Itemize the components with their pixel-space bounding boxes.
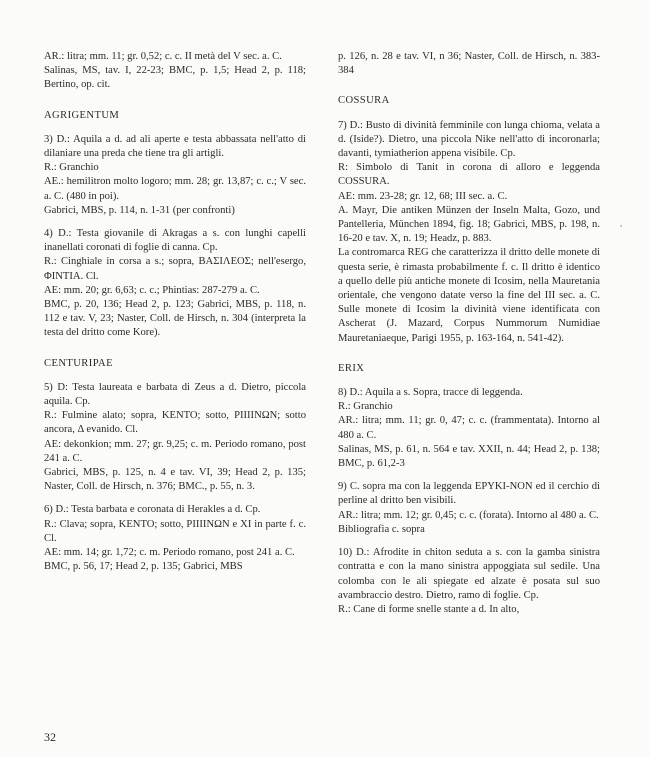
page-number: 32 <box>44 730 56 744</box>
entry-line: 6) D.: Testa barbata e coronata di Herakles a d. Cp. <box>44 504 261 516</box>
section-heading: CENTURIPAE <box>44 357 113 369</box>
entry-line: Salinas, MS, p. 61, n. 564 e tav. XXII, n. 44; Head 2, p. 138; BMC, p. 61,2-3 <box>338 443 600 470</box>
right-column <box>338 50 600 626</box>
entry-line: A. Mayr, Die antiken Münzen der Inseln Malta, Gozo, und Pantelleria, München 1894, fig. 18; Gabrici, MBS, p. 198, n. 16-20 e tav. X, n. 19; Headz, p. 883. <box>338 204 600 245</box>
entry-line: Bibliografia c. sopra <box>338 523 425 535</box>
catalog-entry <box>338 480 600 537</box>
entry-line: R: Simbolo di Tanit in corona di alloro e leggenda COSSURA. <box>338 162 600 188</box>
entry-line: R.: Cane di forme snelle stante a d. In alto, <box>338 603 520 615</box>
catalog-entry <box>44 503 306 574</box>
entry-line: AR.: litra; mm. 11; gr. 0, 47; c. c. (frammentata). Intorno al 480 a. C. <box>338 415 600 441</box>
catalog-entry <box>44 133 306 218</box>
entry-line: La contromarca REG che caratterizza il dritto delle monete di questa serie, è rimasta probabilmente f. c. Il dritto è identico a quello delle più antiche monete di Icosim, nella Mauretania orientale, che vengono datate verso la fine del III sec. a. C. Sulle monete di Icosim la divinità viene identificata con Ascherat (J. Mazard, Corpus Nummorum Numidiae Mauretaniaeque, Parigi 1955, p. 163-164, n. 541-42). <box>338 247 600 344</box>
entry-line: R.: Fulmine alato; sopra, KENTO; sotto, PIΙΙΙΝΩΝ; sotto ancora, Δ evanido. Cl. <box>44 410 306 436</box>
entry-line: BMC, p. 20, 136; Head 2, p. 123; Gabrici, MBS, p. 118, n. 112 e tav. V, 23; Naster, Coll. de Hirsch, n. 304 (interpreta la testa del dritto come Kore). <box>44 299 306 339</box>
entry-line: 7) D.: Busto di divinità femminile con lunga chioma, velata a d. (Iside?). Dietro, una piccola Nike nell'atto di incoronarla; davanti, tymiatherion appena visibile. Cp. <box>338 119 600 160</box>
entry-line: 4) D.: Testa giovanile di Akragas a s. con lunghi capelli inanellati coronati di foglie di canna. Cp. <box>44 228 306 254</box>
entry-line: AE: mm. 23-28; gr. 12, 68; III sec. a. C. <box>338 190 508 202</box>
catalog-entry <box>44 227 306 341</box>
entry-line: AE: mm. 20; gr. 6,63; c. c.; Phintias: 287-279 a. C. <box>44 284 260 296</box>
catalog-entry <box>44 50 306 93</box>
entry-line: R.: Clava; sopra, KENTO; sotto, PIΙΙΙΝΩΝ e XI in parte f. c. Cl. <box>44 518 306 544</box>
catalog-entry <box>44 381 306 495</box>
entry-line: 5) D: Testa laureata e barbata di Zeus a d. Dietro, piccola aquila. Cp. <box>44 381 306 408</box>
catalog-entry <box>338 386 600 471</box>
entry-line: 8) D.: Aquila a s. Sopra, tracce di leggenda. <box>338 387 523 399</box>
catalog-entry <box>338 50 600 78</box>
entry-line: 10) D.: Afrodite in chiton seduta a s. con la gamba sinistra contratta e con la mano sinistra appoggiata sul sedile. Una colomba con le ali spiegate ed alzate è posata sul suo avambraccio destro. Dietro, ramo di foglie. Cp. <box>338 547 600 601</box>
entry-line: Salinas, MS, tav. I, 22-23; BMC, p. 1,5; Head 2, p. 118; Bertino, op. cit. <box>44 65 306 91</box>
catalog-entry <box>338 546 600 617</box>
left-column <box>44 50 306 584</box>
entry-line: AR.: litra; mm. 11; gr. 0,52; c. c. II metà del V sec. a. C. <box>44 51 282 62</box>
entry-line: R.: Granchio <box>338 401 393 413</box>
margin-mark: , <box>620 218 623 228</box>
section-heading: AGRIGENTUM <box>44 109 120 121</box>
section-heading: ERIX <box>338 362 365 374</box>
section-heading: COSSURA <box>338 95 390 107</box>
entry-line: R.: Granchio <box>44 162 99 174</box>
entry-line: 9) C. sopra ma con la leggenda EPYKI-NON ed il cerchio di perline al dritto ben visibili. <box>338 481 600 507</box>
entry-line: AE: dekonkion; mm. 27; gr. 9,25; c. m. Periodo romano, post 241 a. C. <box>44 438 306 464</box>
entry-line: Gabrici, MBS, p. 114, n. 1-31 (per confronti) <box>44 204 235 216</box>
entry-line: AE.: hemilitron molto logoro; mm. 28; gr. 13,87; c. c.; V sec. a. C. (480 in poi). <box>44 176 306 202</box>
entry-line: Gabrici, MBS, p. 125, n. 4 e tav. VI, 39; Head 2, p. 135; Naster, Coll. de Hirsch, n. 376; BMC., p. 55, n. 3. <box>44 467 306 493</box>
entry-line: R.: Cinghiale in corsa a s.; sopra, ΒΑΣΙΛΕΟΣ; nell'esergo, ΦΙΝΤΙΑ. Cl. <box>44 256 306 282</box>
entry-line: 3) D.: Aquila a d. ad ali aperte e testa abbassata nell'atto di dilaniare una preda che tiene tra gli artigli. <box>44 133 306 160</box>
catalog-entry <box>338 119 600 346</box>
entry-line: BMC, p. 56, 17; Head 2, p. 135; Gabrici, MBS <box>44 561 243 573</box>
entry-line: AR.: litra; mm. 12; gr. 0,45; c. c. (forata). Intorno al 480 a. C. <box>338 509 599 521</box>
entry-line: AE: mm. 14; gr. 1,72; c. m. Periodo romano, post 241 a. C. <box>44 547 295 559</box>
entry-line: p. 126, n. 28 e tav. VI, n 36; Naster, Coll. de Hirsch, n. 383-384 <box>338 51 600 77</box>
